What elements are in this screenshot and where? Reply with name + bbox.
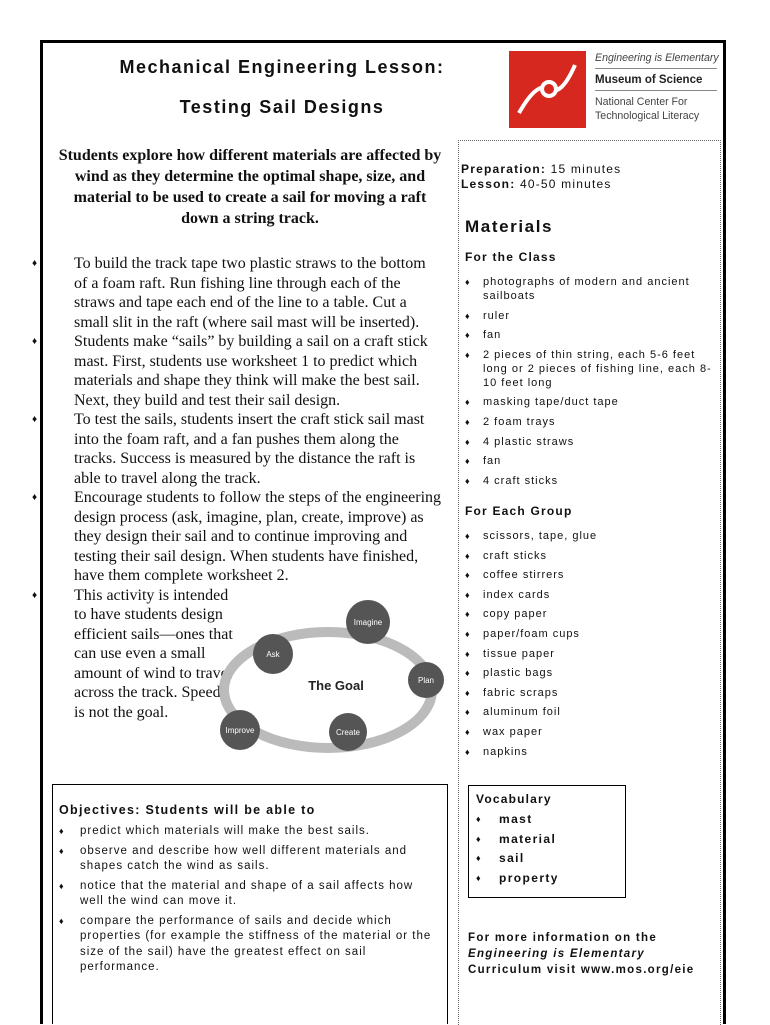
diamond-icon: ♦: [465, 707, 471, 718]
diamond-icon: ♦: [465, 436, 471, 447]
material-item: [465, 454, 715, 468]
diamond-icon: ♦: [465, 570, 471, 581]
objective-item: [59, 879, 439, 910]
logo-divider: [595, 68, 717, 69]
objective-item: [59, 844, 439, 875]
cycle-step-label: Create: [335, 728, 361, 737]
lesson-label: Lesson:: [461, 177, 516, 191]
material-item: [465, 588, 715, 602]
material-item: [465, 607, 715, 621]
cycle-step-label: Plan: [417, 676, 435, 685]
vocab-item-text: sail: [499, 851, 525, 866]
material-item: [465, 474, 715, 488]
vocab-item: [476, 871, 559, 885]
logo-museum: Museum of Science: [595, 74, 703, 86]
logo-center-line2: Technological Literacy: [595, 110, 700, 122]
cycle-step-ask: [253, 634, 293, 674]
material-item-text: fan: [483, 455, 502, 468]
materials-heading: Materials: [465, 217, 554, 236]
timing-info: [461, 162, 621, 192]
cycle-center-label: The Goal: [308, 678, 364, 693]
intro-summary: Students explore how different materials are affected by wind as they determine the optimal shape, size, and material to be used to create a sail for moving a raft down a string track.: [58, 147, 442, 227]
diamond-icon: ♦: [32, 589, 38, 601]
logo-center-line1: National Center For: [595, 96, 688, 108]
more-info-line3: Curriculum visit www.mos.org/eie: [468, 964, 695, 976]
material-item: [465, 348, 715, 390]
bullet-item: [32, 254, 442, 332]
lesson-value: 40-50 minutes: [515, 177, 612, 191]
diamond-icon: ♦: [476, 853, 482, 864]
objectives-list: [59, 824, 439, 980]
material-item: [465, 328, 715, 342]
diamond-icon: ♦: [465, 397, 471, 408]
cycle-step-label: Ask: [266, 650, 280, 659]
vocabulary-list: [476, 812, 559, 890]
diamond-icon: ♦: [465, 416, 471, 427]
diamond-icon: ♦: [476, 872, 482, 883]
material-item: [465, 275, 715, 303]
material-item: [465, 415, 715, 429]
material-item: [465, 395, 715, 409]
lesson-title-line2: Testing Sail Designs: [179, 97, 385, 117]
design-process-diagram: [208, 592, 448, 782]
material-item-text: aluminum foil: [483, 706, 561, 719]
class-materials-list: [465, 275, 715, 493]
logo-divider: [595, 90, 717, 91]
diamond-icon: ♦: [465, 668, 471, 679]
diamond-icon: ♦: [59, 845, 65, 856]
more-info-line1: For more information on the: [468, 932, 658, 944]
objective-item: [59, 914, 439, 976]
material-item-text: ruler: [483, 309, 511, 322]
vocabulary-heading: Vocabulary: [476, 792, 552, 806]
material-item-text: fan: [483, 329, 502, 342]
material-item-text: photographs of modern and ancient sailboats: [483, 276, 690, 302]
objective-item-text: notice that the material and shape of a sail affects how well the wind can move it.: [80, 879, 414, 907]
material-item-text: index cards: [483, 588, 551, 601]
objective-item: [59, 824, 439, 840]
cycle-step-label: Imagine: [353, 618, 383, 627]
diamond-icon: ♦: [465, 531, 471, 541]
eie-logo-icon: [509, 51, 586, 128]
more-info-line2: Engineering is Elementary: [468, 948, 645, 960]
material-item: [465, 627, 715, 641]
material-item: [465, 435, 715, 449]
bullet-text: To build the track tape two plastic straws to the bottom of a foam raft. Run fishing line through each of the straws and tape each end of the line to a table. Cut a small slit in the raft (where sail mast will be inserted).: [74, 255, 426, 331]
material-item-text: paper/foam cups: [483, 627, 580, 640]
for-class-heading: For the Class: [465, 250, 557, 264]
diamond-icon: ♦: [465, 456, 471, 467]
material-item: [465, 705, 715, 719]
diamond-icon: ♦: [465, 475, 471, 486]
objective-item-text: compare the performance of sails and decide which properties (for example the stiffness of the material or the size of the sail) have the greatest effect on sail performance.: [80, 914, 432, 973]
diamond-icon: ♦: [465, 310, 471, 321]
bullet-text: To test the sails, students insert the craft stick sail mast into the foam raft, and a fan pushes them along the tracks. Success is measured by the distance the raft is able to travel along the track.: [74, 411, 425, 487]
material-item: [465, 666, 715, 680]
diamond-icon: ♦: [465, 277, 471, 287]
diamond-icon: ♦: [465, 746, 471, 757]
material-item-text: tissue paper: [483, 647, 555, 660]
for-group-heading: For Each Group: [465, 504, 573, 518]
bullet-item: [32, 332, 444, 410]
objectives-heading: Objectives: Students will be able to: [59, 803, 316, 817]
material-item-text: napkins: [483, 745, 528, 758]
vocab-item: [476, 832, 559, 846]
material-item-text: scissors, tape, glue: [483, 530, 598, 542]
material-item: [465, 647, 715, 661]
vocab-item: [476, 812, 559, 826]
diamond-icon: ♦: [465, 648, 471, 659]
bullet-text: This activity is intended to have students design efficient sails—ones that can use even a small amount of wind to travel across the track. Speed is not the goal.: [74, 586, 233, 721]
material-item: [465, 568, 715, 582]
diamond-icon: ♦: [465, 550, 471, 561]
vocab-item-text: material: [499, 831, 557, 846]
diamond-icon: ♦: [32, 492, 38, 503]
material-item: [465, 529, 715, 543]
diamond-icon: ♦: [465, 609, 471, 620]
vocab-item-text: mast: [499, 812, 533, 826]
material-item: [465, 725, 715, 739]
cycle-step-create: [329, 713, 367, 751]
prep-value: 15 minutes: [546, 162, 622, 176]
cycle-step-label: Improve: [225, 726, 255, 735]
more-info: [468, 930, 718, 978]
diamond-icon: ♦: [465, 687, 471, 698]
bullet-item: [32, 410, 444, 488]
cycle-step-imagine: [346, 600, 390, 644]
material-item: [465, 686, 715, 700]
material-item-text: wax paper: [483, 725, 543, 738]
material-item-text: copy paper: [483, 608, 548, 621]
material-item-text: 2 pieces of thin string, each 5-6 feet long or 2 pieces of fishing line, each 8-10 feet long: [483, 348, 712, 389]
diamond-icon: ♦: [465, 349, 471, 360]
bullet-text: Encourage students to follow the steps of the engineering design process (ask, imagine, plan, create, improve) as they design their sail and to continue improving and testing their sail design. When students have finished, have them complete worksheet 2.: [74, 489, 442, 584]
material-item-text: plastic bags: [483, 667, 554, 680]
lesson-title-line1: Mechanical Engineering Lesson:: [119, 57, 445, 77]
material-item-text: coffee stirrers: [483, 569, 565, 582]
diamond-icon: ♦: [59, 826, 65, 836]
vocab-item: [476, 851, 559, 865]
prep-label: Preparation:: [461, 162, 547, 176]
diamond-icon: ♦: [59, 915, 65, 926]
material-item-text: fabric scraps: [483, 686, 559, 699]
material-item-text: craft sticks: [483, 549, 547, 562]
bullet-item: [32, 488, 442, 586]
diamond-icon: ♦: [32, 258, 38, 269]
vocab-item-text: property: [499, 870, 559, 885]
cycle-step-improve: [220, 710, 260, 750]
material-item-text: 2 foam trays: [483, 415, 556, 428]
logo-tagline: Engineering is Elementary: [595, 52, 719, 64]
material-item: [465, 745, 715, 759]
diamond-icon: ♦: [476, 814, 482, 824]
material-item-text: 4 craft sticks: [483, 474, 559, 487]
diamond-icon: ♦: [59, 880, 65, 891]
objective-item-text: observe and describe how well different materials and shapes catch the wind as sails.: [80, 844, 408, 872]
group-materials-list: [465, 529, 715, 764]
bullet-item: [32, 586, 234, 723]
objective-item-text: predict which materials will make the best sails.: [80, 825, 370, 837]
material-item: [465, 309, 715, 323]
diamond-icon: ♦: [32, 336, 38, 347]
logo-text: [595, 51, 720, 123]
bullet-text: Students make “sails” by building a sail on a craft stick mast. First, students use worksheet 1 to predict which materials and shape they think will make the best sail. Next, they build and test their sail design.: [74, 333, 428, 409]
diamond-icon: ♦: [465, 628, 471, 639]
diamond-icon: ♦: [465, 589, 471, 600]
diamond-icon: ♦: [476, 833, 482, 844]
material-item-text: masking tape/duct tape: [483, 396, 619, 409]
material-item: [465, 549, 715, 563]
cycle-step-plan: [408, 662, 444, 698]
diamond-icon: ♦: [465, 726, 471, 737]
diamond-icon: ♦: [32, 414, 38, 425]
diamond-icon: ♦: [465, 330, 471, 341]
material-item-text: 4 plastic straws: [483, 435, 575, 448]
